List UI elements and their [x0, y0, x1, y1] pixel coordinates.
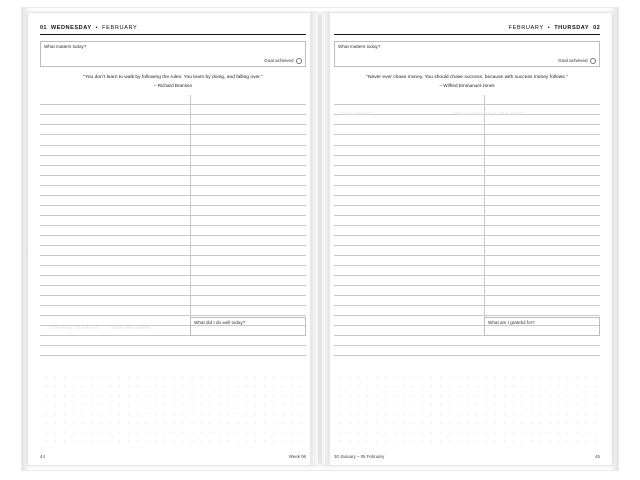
left-month: FEBRUARY	[102, 25, 138, 31]
right-quote	[334, 74, 600, 89]
writing-line[interactable]	[40, 135, 306, 145]
writing-line[interactable]	[40, 95, 306, 105]
left-page	[28, 13, 318, 465]
left-what-matters-label: What matters today?	[44, 44, 87, 49]
writing-line[interactable]	[40, 196, 306, 206]
left-reflection-label: What did I do well today?	[194, 320, 246, 325]
writing-line[interactable]	[334, 95, 600, 105]
writing-line[interactable]	[334, 166, 600, 176]
left-quote-attribution: – Richard Branson	[153, 82, 193, 88]
right-page-footer	[334, 454, 600, 459]
left-reflection-box[interactable]	[190, 317, 306, 336]
left-what-matters-box[interactable]	[40, 41, 306, 67]
writing-line[interactable]	[334, 206, 600, 216]
right-reflection-box[interactable]	[484, 317, 600, 336]
left-page-number: 44	[40, 454, 45, 459]
writing-line[interactable]	[40, 276, 306, 286]
writing-line[interactable]	[40, 216, 306, 226]
circle-checkbox-icon[interactable]	[590, 58, 597, 65]
right-goal-achieved-label: Goal achieved	[558, 58, 588, 64]
right-page-number: 45	[595, 454, 600, 459]
writing-line[interactable]	[334, 256, 600, 266]
writing-line[interactable]	[40, 146, 306, 156]
right-month: FEBRUARY	[508, 25, 544, 31]
right-what-matters-box[interactable]	[334, 41, 600, 67]
writing-line[interactable]	[334, 226, 600, 236]
writing-line[interactable]	[334, 186, 600, 196]
left-quote	[40, 74, 306, 89]
circle-checkbox-icon[interactable]	[296, 58, 303, 65]
right-quote-attribution: – Wilfred Emmanuel-Jones	[439, 82, 495, 88]
writing-line[interactable]	[40, 246, 306, 256]
open-notebook-spread	[22, 8, 618, 470]
writing-line[interactable]	[334, 346, 600, 356]
writing-line[interactable]	[334, 135, 600, 145]
writing-line[interactable]	[334, 336, 600, 346]
right-quote-text: “Never ever chase money. You should chase success, because with success money follows.”	[366, 75, 568, 80]
writing-line[interactable]	[40, 176, 306, 186]
left-ghost-text-2: I know what matters	[110, 325, 151, 330]
writing-line[interactable]	[40, 105, 306, 115]
writing-line[interactable]	[40, 166, 306, 176]
left-page-header	[40, 25, 306, 35]
writing-line[interactable]	[40, 236, 306, 246]
writing-line[interactable]	[334, 156, 600, 166]
left-goal-achieved-label: Goal achieved	[264, 58, 294, 64]
right-ghost-text-1: Goal achieved	[342, 111, 372, 116]
writing-line[interactable]	[334, 176, 600, 186]
right-dot-grid[interactable]	[334, 371, 600, 443]
left-dot-grid[interactable]	[40, 371, 306, 443]
right-column-divider	[484, 95, 485, 333]
writing-line[interactable]	[334, 146, 600, 156]
writing-line[interactable]	[334, 306, 600, 316]
left-day-number: 01	[40, 25, 47, 31]
writing-line[interactable]	[40, 226, 306, 236]
writing-line[interactable]	[40, 266, 306, 276]
writing-line[interactable]	[334, 115, 600, 125]
week-label: Week 06	[288, 454, 306, 459]
writing-line[interactable]	[334, 236, 600, 246]
writing-line[interactable]	[334, 196, 600, 206]
left-header-separator: •	[95, 25, 99, 31]
writing-line[interactable]	[40, 156, 306, 166]
left-weekday: WEDNESDAY	[50, 25, 92, 31]
writing-line[interactable]	[334, 246, 600, 256]
right-reflection-label: What am I grateful for?	[488, 320, 535, 325]
left-goal-achieved[interactable]	[264, 58, 302, 65]
writing-line[interactable]	[40, 125, 306, 135]
right-what-matters-label: What matters today?	[338, 44, 381, 49]
writing-line[interactable]	[40, 296, 306, 306]
writing-line[interactable]	[40, 256, 306, 266]
writing-line[interactable]	[334, 216, 600, 226]
date-range-label: 30 January – 05 February	[334, 454, 385, 459]
writing-line[interactable]	[334, 276, 600, 286]
writing-line[interactable]	[40, 206, 306, 216]
writing-line[interactable]	[40, 186, 306, 196]
right-header-separator: •	[547, 25, 551, 31]
left-page-footer	[40, 454, 306, 459]
right-page	[322, 13, 612, 465]
right-page-header	[334, 25, 600, 35]
right-ghost-text-2: What matters today? What matters	[454, 111, 525, 116]
writing-line[interactable]	[334, 286, 600, 296]
writing-line[interactable]	[40, 115, 306, 125]
writing-line[interactable]	[40, 336, 306, 346]
writing-line[interactable]	[334, 296, 600, 306]
writing-line[interactable]	[334, 125, 600, 135]
right-weekday: THURSDAY	[554, 25, 590, 31]
writing-line[interactable]	[40, 346, 306, 356]
writing-line[interactable]	[334, 266, 600, 276]
writing-line[interactable]	[40, 286, 306, 296]
left-column-divider	[190, 95, 191, 333]
writing-line[interactable]	[40, 306, 306, 316]
right-goal-achieved[interactable]	[558, 58, 596, 65]
left-quote-text: “You don’t learn to walk by following the rules. You learn by doing, and falling over.”	[83, 75, 263, 80]
right-day-number: 02	[593, 25, 600, 31]
left-ghost-text-1: Everything I do today is	[50, 325, 98, 330]
